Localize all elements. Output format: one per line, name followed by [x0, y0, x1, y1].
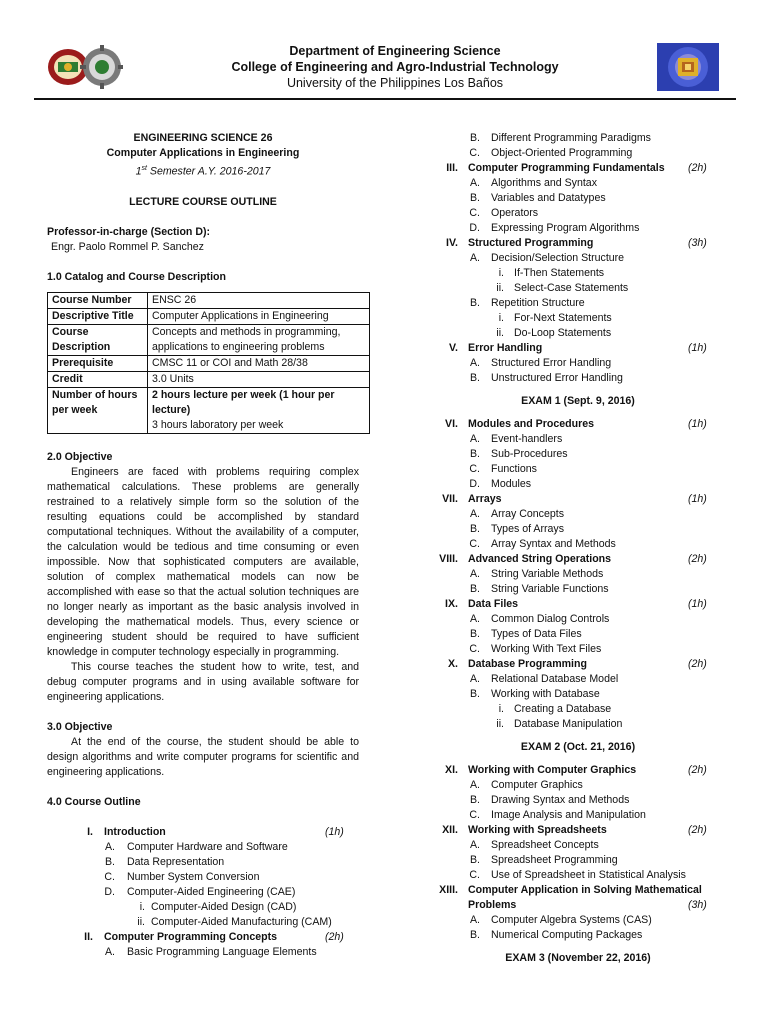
outline-text: String Variable Methods [491, 568, 604, 580]
outline-number: B. [469, 688, 480, 700]
outline-hours: (2h) [325, 930, 344, 943]
outline-text: Basic Programming Language Elements [127, 945, 317, 958]
catalog-value [148, 387, 370, 433]
outline-item [428, 898, 728, 913]
section-3-title: 3.0 Objective [47, 720, 113, 733]
professor-name: Engr. Paolo Rommel P. Sanchez [51, 240, 204, 253]
professor-label: Professor-in-charge (Section D): [47, 225, 211, 238]
outline-text: Number System Conversion [127, 870, 260, 883]
outline-item [428, 883, 728, 898]
outline-item [428, 176, 728, 191]
outline-item [428, 131, 728, 146]
outline-number: A. [104, 840, 115, 853]
outline-text: Operators [491, 207, 539, 219]
catalog-key: Prerequisite [48, 355, 148, 371]
outline-text: Working with Computer Graphics [468, 764, 637, 776]
catalog-key: Descriptive Title [48, 308, 148, 324]
header-rule [34, 98, 736, 100]
outline-number: ii. [496, 327, 504, 339]
outline-number: IX. [445, 598, 458, 610]
college-seal-logo [46, 40, 124, 94]
outline-item [47, 945, 359, 960]
section-1-title: 1.0 Catalog and Course Description [47, 270, 226, 283]
outline-text: Error Handling [468, 342, 543, 354]
course-outline-left [47, 825, 359, 960]
outline-number: III. [446, 162, 458, 174]
catalog-value: ENSC 26 [148, 292, 370, 308]
outline-item [428, 672, 728, 687]
outline-number: IV. [446, 237, 458, 249]
outline-text: Different Programming Paradigms [491, 132, 651, 144]
outline-item [428, 266, 728, 281]
section-4-title: 4.0 Course Outline [47, 795, 141, 808]
outline-item [428, 657, 728, 672]
outline-item [428, 687, 728, 702]
outline-number: i. [498, 267, 504, 279]
outline-number: C. [469, 207, 480, 219]
outline-item [428, 146, 728, 161]
outline-text: For-Next Statements [514, 312, 612, 324]
outline-item [428, 161, 728, 176]
outline-number: A. [469, 433, 480, 445]
outline-text: Computer Hardware and Software [127, 840, 288, 853]
outline-hours: (1h) [688, 493, 707, 505]
outline-number: i. [139, 900, 145, 913]
outline-text: Event-handlers [491, 433, 563, 445]
outline-hours: (2h) [688, 764, 707, 776]
catalog-key: Number of hours per week [48, 387, 148, 433]
outline-item [428, 717, 728, 732]
outline-text: Working with Database [491, 688, 600, 700]
outline-number: ii. [496, 282, 504, 294]
outline-item [428, 582, 728, 597]
outline-item [47, 885, 359, 900]
outline-item [428, 853, 728, 868]
outline-text: Structured Programming [468, 237, 594, 249]
outline-number: A. [469, 177, 480, 189]
outline-item [428, 477, 728, 492]
outline-text: Image Analysis and Manipulation [491, 809, 646, 821]
outline-text: Problems [468, 899, 517, 911]
catalog-row [48, 308, 370, 324]
outline-number: X. [447, 658, 458, 670]
outline-number: A. [469, 613, 480, 625]
outline-number: A. [469, 568, 480, 580]
outline-text: Working With Text Files [491, 643, 602, 655]
outline-item [428, 341, 728, 356]
outline-number: B. [469, 929, 480, 941]
outline-text: Sub-Procedures [491, 448, 568, 460]
semester [47, 161, 359, 180]
engineering-science-icon [656, 42, 720, 92]
outline-item [428, 206, 728, 221]
outline-item [47, 930, 359, 945]
outline-item [428, 356, 728, 371]
outline-number: C. [104, 870, 115, 883]
outline-hours: (1h) [325, 825, 344, 838]
outline-item [428, 326, 728, 341]
outline-text: Spreadsheet Concepts [491, 839, 599, 851]
outline-text: Algorithms and Syntax [491, 177, 597, 189]
outline-number: C. [469, 643, 480, 655]
outline-text: Relational Database Model [491, 673, 619, 685]
outline-item [428, 221, 728, 236]
outline-number: A. [469, 252, 480, 264]
outline-item [428, 191, 728, 206]
outline-number: i. [498, 703, 504, 715]
catalog-row [48, 355, 370, 371]
outline-item [428, 567, 728, 582]
outline-item [47, 870, 359, 885]
catalog-key: Credit [48, 371, 148, 387]
outline-number: A. [469, 779, 480, 791]
catalog-value: Concepts and methods in programming, applications to engineering problems [148, 324, 370, 355]
outline-text: Data Files [468, 598, 519, 610]
left-column [47, 131, 359, 960]
outline-item [428, 507, 728, 522]
outline-number: A. [469, 839, 480, 851]
course-outline-right [428, 131, 728, 966]
outline-hours: (3h) [688, 899, 707, 911]
semester-number: 1 [135, 165, 142, 178]
catalog-table [47, 292, 370, 434]
outline-text: Modules and Procedures [468, 418, 594, 430]
outline-number: B. [469, 523, 480, 535]
exam-schedule: EXAM 3 (November 22, 2016) [505, 952, 651, 964]
outline-text: Drawing Syntax and Methods [491, 794, 630, 806]
outline-number: A. [469, 357, 480, 369]
catalog-value-normal: 3 hours laboratory per week [152, 418, 284, 431]
outline-number: D. [469, 222, 480, 234]
semester-suffix: st [141, 165, 147, 172]
outline-item [428, 552, 728, 567]
outline-item [428, 808, 728, 823]
outline-hours: (3h) [688, 237, 707, 249]
catalog-row [48, 387, 370, 433]
outline-text: Computer Programming Concepts [104, 930, 278, 943]
outline-number: i. [498, 312, 504, 324]
outline-hours: (2h) [688, 824, 707, 836]
outline-item [428, 251, 728, 266]
outline-text: Common Dialog Controls [491, 613, 610, 625]
outline-item [428, 763, 728, 778]
catalog-row [48, 324, 370, 355]
outline-item [428, 928, 728, 943]
outline-text: Numerical Computing Packages [491, 929, 643, 941]
outline-text: Decision/Selection Structure [491, 252, 625, 264]
outline-text: If-Then Statements [514, 267, 605, 279]
outline-number: V. [448, 342, 458, 354]
outline-item [428, 281, 728, 296]
outline-item [428, 296, 728, 311]
outline-text: Do-Loop Statements [514, 327, 612, 339]
outline-number: B. [104, 855, 115, 868]
outline-item [47, 855, 359, 870]
objective-paragraph-2: This course teaches the student how to write, test, and debug computer programs and in using available software for engineering applications. [47, 660, 359, 703]
outline-item [428, 702, 728, 717]
outline-hours: (2h) [688, 553, 707, 565]
course-code: ENGINEERING SCIENCE 26 [133, 132, 273, 144]
outline-number: B. [469, 297, 480, 309]
outline-number: A. [469, 508, 480, 520]
outline-number: A. [469, 914, 480, 926]
outline-item [428, 868, 728, 883]
catalog-value: Computer Applications in Engineering [148, 308, 370, 324]
outline-text: String Variable Functions [491, 583, 609, 595]
semester-year: Semester A.Y. 2016-2017 [146, 165, 271, 178]
outline-item [428, 627, 728, 642]
outline-item [428, 642, 728, 657]
outline-text: Array Syntax and Methods [491, 538, 616, 550]
outline-hours: (1h) [688, 598, 707, 610]
outline-number: B. [469, 192, 480, 204]
outline-number: D. [469, 478, 480, 490]
outline-text: Functions [491, 463, 537, 475]
document-title: LECTURE COURSE OUTLINE [129, 195, 277, 208]
outline-number: VII. [442, 493, 458, 505]
catalog-row [48, 371, 370, 387]
outline-text: Types of Arrays [491, 523, 565, 535]
right-column [428, 131, 728, 974]
outline-item [428, 537, 728, 552]
university-name: University of the Philippines Los Baños [286, 76, 504, 90]
outline-number: I. [87, 825, 93, 838]
outline-number: B. [469, 132, 480, 144]
outline-item [428, 432, 728, 447]
outline-text: Object-Oriented Programming [491, 147, 633, 159]
outline-text: Select-Case Statements [514, 282, 629, 294]
catalog-value: 3.0 Units [148, 371, 370, 387]
outline-text: Structured Error Handling [491, 357, 612, 369]
outline-text: Computer-Aided Design (CAD) [151, 900, 297, 913]
section-2-title: 2.0 Objective [47, 450, 113, 463]
outline-number: XII. [442, 824, 458, 836]
outline-text: Expressing Program Algorithms [491, 222, 640, 234]
outline-item [47, 900, 359, 915]
outline-hours: (2h) [688, 162, 707, 174]
outline-number: XI. [445, 764, 458, 776]
outline-text: Array Concepts [491, 508, 565, 520]
outline-number: C. [469, 147, 480, 159]
outline-item [428, 793, 728, 808]
outline-text: Database Manipulation [514, 718, 623, 730]
college-seal-icon [46, 40, 124, 94]
outline-text: Data Representation [127, 855, 225, 868]
outline-text: Computer-Aided Engineering (CAE) [127, 885, 296, 898]
outline-item [428, 462, 728, 477]
catalog-value: CMSC 11 or COI and Math 28/38 [148, 355, 370, 371]
outline-number: B. [469, 583, 480, 595]
catalog-key: Course Number [48, 292, 148, 308]
outline-item [47, 915, 359, 930]
outline-hours: (1h) [688, 342, 707, 354]
outline-number: VIII. [439, 553, 458, 565]
outline-text: Computer Programming Fundamentals [468, 162, 665, 174]
outline-text: Introduction [104, 825, 166, 838]
outline-text: Database Programming [468, 658, 587, 670]
college-name: College of Engineering and Agro-Industrial Technology [231, 60, 559, 74]
outline-item [428, 597, 728, 612]
outline-number: B. [469, 628, 480, 640]
catalog-row [48, 292, 370, 308]
outline-text: Advanced String Operations [468, 553, 612, 565]
outline-item [428, 371, 728, 386]
outline-item [428, 612, 728, 627]
catalog-value-bold: 2 hours lecture per week (1 hour per lecture) [152, 388, 335, 416]
outline-text: Spreadsheet Programming [491, 854, 618, 866]
objective-paragraph-3: At the end of the course, the student should be able to design algorithms and write computer programs for scientific and engineering applications. [47, 735, 359, 778]
engineering-science-logo [656, 42, 720, 92]
outline-item [47, 840, 359, 855]
outline-number: II. [84, 930, 93, 943]
outline-hours: (1h) [688, 418, 707, 430]
outline-number: B. [469, 794, 480, 806]
outline-text: Creating a Database [514, 703, 612, 715]
outline-item [428, 778, 728, 793]
outline-item [428, 492, 728, 507]
outline-text: Computer-Aided Manufacturing (CAM) [151, 915, 332, 928]
outline-text: Modules [491, 478, 532, 490]
outline-hours: (2h) [688, 658, 707, 670]
outline-text: Use of Spreadsheet in Statistical Analysis [491, 869, 686, 881]
course-name: Computer Applications in Engineering [106, 147, 300, 159]
outline-number: C. [469, 463, 480, 475]
outline-item [428, 417, 728, 432]
outline-number: VI. [445, 418, 458, 430]
outline-number: B. [469, 448, 480, 460]
objective-paragraph-1: Engineers are faced with problems requiring complex mathematical calculations. These problems are generally restrained to a relatively simple form so the solution of the resulting equations could be accomplished by standard computational techniques. Without the availability of a computer, the calculation would be tedious and time consuming or even impossible. Now that sophisticated computers are available, solution of complex mathematical models can now be accomplished with ease so that the actual solution techniques are no longer nearly as important as the basic analysis involved in developing the mathematical models. Thus, every science or engineering student should be required to have sufficient knowledge in computer technology especially in programming. [47, 465, 359, 658]
exam-schedule: EXAM 2 (Oct. 21, 2016) [520, 741, 636, 753]
outline-number: ii. [496, 718, 504, 730]
outline-item [428, 447, 728, 462]
outline-item [428, 913, 728, 928]
outline-number: C. [469, 538, 480, 550]
outline-number: A. [104, 945, 115, 958]
outline-number: B. [469, 372, 480, 384]
outline-number: D. [104, 885, 115, 898]
outline-item [428, 838, 728, 853]
outline-text: Types of Data Files [491, 628, 582, 640]
exam-schedule: EXAM 1 (Sept. 9, 2016) [521, 395, 635, 407]
outline-item [428, 311, 728, 326]
outline-item [428, 236, 728, 251]
outline-text: Computer Graphics [491, 779, 583, 791]
outline-item [428, 522, 728, 537]
document-header [150, 43, 640, 91]
outline-text: Working with Spreadsheets [468, 824, 607, 836]
outline-number: A. [469, 673, 480, 685]
outline-text: Repetition Structure [491, 297, 585, 309]
outline-number: XIII. [439, 884, 458, 896]
outline-text: Computer Application in Solving Mathematical [468, 884, 702, 896]
outline-text: Variables and Datatypes [491, 192, 606, 204]
outline-number: C. [469, 809, 480, 821]
outline-text: Unstructured Error Handling [491, 372, 623, 384]
outline-number: B. [469, 854, 480, 866]
catalog-key: Course Description [48, 324, 148, 355]
outline-item [47, 825, 359, 840]
outline-item [428, 823, 728, 838]
outline-text: Computer Algebra Systems (CAS) [491, 914, 652, 926]
department-name: Department of Engineering Science [289, 44, 501, 58]
outline-number: ii. [137, 915, 145, 928]
outline-text: Arrays [468, 493, 502, 505]
outline-number: C. [469, 869, 480, 881]
